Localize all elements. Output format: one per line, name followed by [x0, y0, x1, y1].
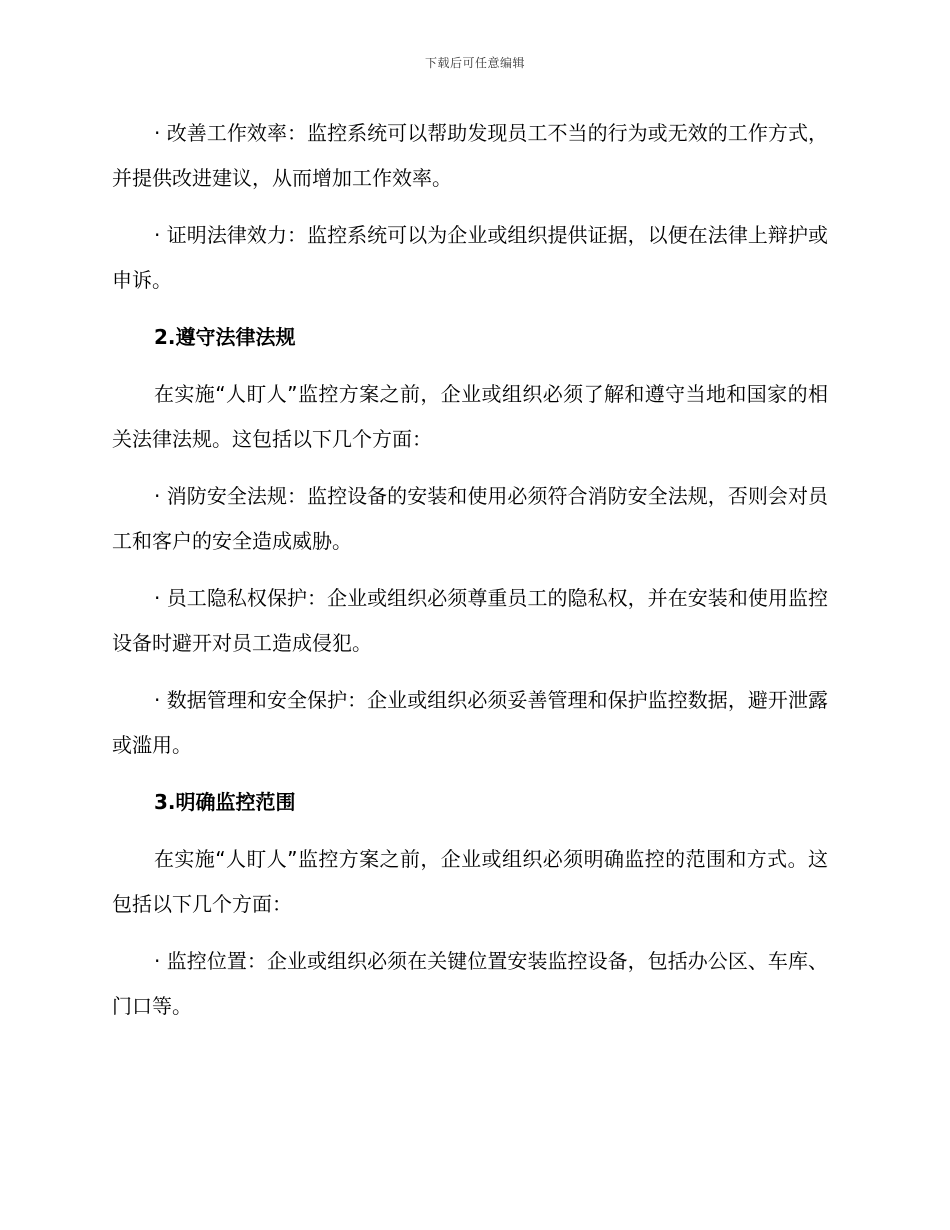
paragraph-comply-intro: 在实施“人盯人”监控方案之前，企业或组织必须了解和遵守当地和国家的相关法律法规。这包括以下几个方面：: [112, 382, 828, 451]
bullet-paragraph-employee-privacy: · 员工隐私权保护：企业或组织必须尊重员工的隐私权，并在安装和使用监控设备时避开对员工造成侵犯。: [112, 586, 828, 655]
bullet-paragraph-monitoring-location: · 监控位置：企业或组织必须在关键位置安装监控设备，包括办公区、车库、门口等。: [112, 949, 828, 1018]
bullet-paragraph-data-management: · 数据管理和安全保护：企业或组织必须妥善管理和保护监控数据，避开泄露或滥用。: [112, 688, 828, 757]
paragraph-scope-intro: 在实施“人盯人”监控方案之前，企业或组织必须明确监控的范围和方式。这包括以下几个方面：: [112, 847, 828, 916]
bullet-paragraph-legal-evidence: · 证明法律效力：监控系统可以为企业或组织提供证据，以便在法律上辩护或申诉。: [112, 223, 828, 292]
document-body: [112, 111, 828, 1041]
bullet-paragraph-fire-safety: · 消防安全法规：监控设备的安装和使用必须符合消防安全法规，否则会对员工和客户的安全造成威胁。: [112, 484, 828, 553]
header-note: 下载后可任意编辑: [424, 56, 525, 70]
section-heading-comply-laws: 2.遵守法律法规: [154, 325, 296, 349]
bullet-paragraph-work-efficiency: · 改善工作效率：监控系统可以帮助发现员工不当的行为或无效的工作方式，并提供改进建议，从而增加工作效率。: [112, 121, 828, 190]
section-heading-monitoring-scope: 3.明确监控范围: [154, 790, 296, 814]
